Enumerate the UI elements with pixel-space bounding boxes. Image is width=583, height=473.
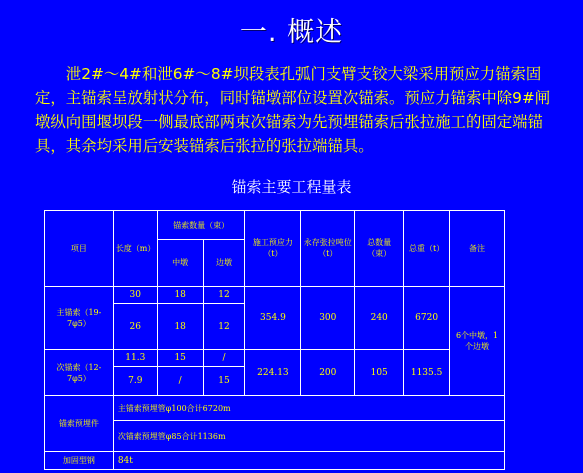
header-pier-mid: 中墩 bbox=[157, 240, 203, 287]
embedded-label: 锚索预埋件 bbox=[45, 396, 114, 452]
secondary-anchor-side-2: 15 bbox=[203, 367, 245, 396]
secondary-anchor-total-count: 105 bbox=[355, 349, 404, 396]
secondary-anchor-residual: 200 bbox=[301, 349, 355, 396]
secondary-anchor-mid-2: / bbox=[157, 367, 203, 396]
header-total-weight: 总重（t） bbox=[404, 211, 450, 287]
main-anchor-length-1: 30 bbox=[113, 286, 157, 304]
main-anchor-mid-2: 18 bbox=[157, 304, 203, 350]
page-title: 一. 概述 bbox=[239, 17, 344, 48]
header-item: 项目 bbox=[45, 211, 114, 287]
main-anchor-mid-1: 18 bbox=[157, 286, 203, 304]
header-residual: 永存张拉吨位（t） bbox=[301, 211, 355, 287]
header-total-count: 总数量（束） bbox=[355, 211, 404, 287]
embedded-line-1: 主锚索预埋管φ100合计6720m bbox=[113, 396, 504, 421]
main-anchor-total-weight: 6720 bbox=[404, 286, 450, 349]
secondary-anchor-label: 次锚索（12-7φ5） bbox=[45, 349, 114, 396]
main-anchor-prestress: 354.9 bbox=[245, 286, 301, 349]
steel-label: 加固型钢 bbox=[45, 452, 114, 470]
main-anchor-total-count: 240 bbox=[355, 286, 404, 349]
anchor-quantity-table bbox=[44, 210, 505, 470]
main-anchor-side-2: 12 bbox=[203, 304, 245, 350]
header-remark: 备注 bbox=[450, 211, 505, 287]
table-caption: 锚索主要工程量表 bbox=[231, 178, 352, 196]
main-anchor-length-2: 26 bbox=[113, 304, 157, 350]
secondary-anchor-length-2: 7.9 bbox=[113, 367, 157, 396]
secondary-anchor-length-1: 11.3 bbox=[113, 349, 157, 367]
header-length: 长度（m） bbox=[113, 211, 157, 287]
remark-cell: 6个中墩，1个边墩 bbox=[450, 286, 505, 396]
header-pier-side: 边墩 bbox=[203, 240, 245, 287]
header-prestress: 施工预应力（t） bbox=[245, 211, 301, 287]
secondary-anchor-prestress: 224.13 bbox=[245, 349, 301, 396]
main-anchor-residual: 300 bbox=[301, 286, 355, 349]
main-anchor-side-1: 12 bbox=[203, 286, 245, 304]
main-anchor-label: 主锚索（19-7φ5） bbox=[45, 286, 114, 349]
overview-paragraph: 泄2#～4#和泄6#～8#坝段表孔弧门支臂支铰大梁采用预应力锚索固定，主锚索呈放射状分布，同时锚墩部位设置次锚索。预应力锚索中除9#闸墩纵向围堰坝段一侧最底部两束次锚索为先预埋锚索后张拉施工的固定端锚具，其余均采用后安装锚索后张拉的张拉端锚具。 bbox=[35, 65, 551, 155]
header-count: 锚索数量（束） bbox=[157, 211, 245, 240]
secondary-anchor-mid-1: 15 bbox=[157, 349, 203, 367]
secondary-anchor-total-weight: 1135.5 bbox=[404, 349, 450, 396]
embedded-line-2: 次锚索预埋管φ85合计1136m bbox=[113, 421, 504, 452]
secondary-anchor-side-1: / bbox=[203, 349, 245, 367]
steel-value: 84t bbox=[113, 452, 504, 470]
